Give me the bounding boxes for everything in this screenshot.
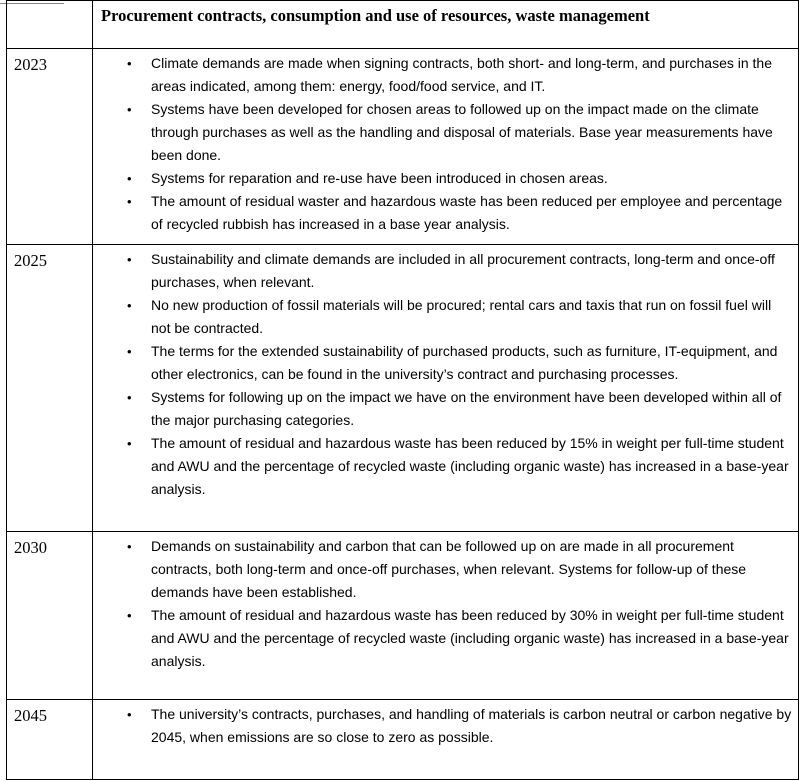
- table-row-2023: [7, 49, 799, 245]
- header-empty-cell: [7, 1, 93, 49]
- list-item: • Systems for following up on the impact we have on the environment have been developed within all of the major purchasing categories.: [151, 386, 792, 432]
- table-row-2045: [7, 700, 799, 780]
- bullet-icon: •: [127, 194, 132, 209]
- year-cell: 2030: [7, 532, 93, 700]
- bullet-icon: •: [127, 390, 132, 405]
- bullet-list: [93, 532, 798, 677]
- goals-table: [6, 0, 799, 780]
- bullet-list: [93, 49, 798, 240]
- year-cell: 2045: [7, 700, 93, 780]
- bullets-cell: [93, 700, 799, 780]
- bullets-cell: [93, 49, 799, 245]
- list-item: • No new production of fossil materials will be procured; rental cars and taxis that run on fossil fuel will not be contracted.: [151, 294, 792, 340]
- list-item: • The terms for the extended sustainability of purchased products, such as furniture, IT-equipment, and other electronics, can be found in the university’s contract and purchasing processes.: [151, 340, 792, 386]
- year-cell: 2023: [7, 49, 93, 245]
- table-header-row: [7, 1, 799, 49]
- list-item: • Demands on sustainability and carbon that can be followed up on are made in all procurement contracts, both long-term and once-off purchases, when relevant. Systems for follow-up of these demands have been established.: [151, 535, 792, 604]
- table-title: Procurement contracts, consumption and use of resources, waste management: [93, 1, 799, 49]
- list-item: • Climate demands are made when signing contracts, both short- and long-term, and purchases in the areas indicated, among them: energy, food/food service, and IT.: [151, 52, 792, 98]
- bullet-icon: •: [127, 252, 132, 267]
- bullet-icon: •: [127, 56, 132, 71]
- list-item: • Sustainability and climate demands are included in all procurement contracts, long-term and once-off purchases, when relevant.: [151, 248, 792, 294]
- list-item: • The amount of residual and hazardous waste has been reduced by 15% in weight per full-time student and AWU and the percentage of recycled waste (including organic waste) has increased in a base-year analysis.: [151, 432, 792, 501]
- bullet-icon: •: [127, 102, 132, 117]
- bullet-icon: •: [127, 539, 132, 554]
- list-item: • The university’s contracts, purchases, and handling of materials is carbon neutral or carbon negative by 2045, when emissions are so close to zero as possible.: [151, 703, 792, 749]
- bullet-icon: •: [127, 344, 132, 359]
- list-item: • Systems have been developed for chosen areas to followed up on the impact made on the climate through purchases as well as the handling and disposal of materials. Base year measurements have been done.: [151, 98, 792, 167]
- bullet-icon: •: [127, 608, 132, 623]
- bullet-list: [93, 700, 798, 753]
- list-item: • Systems for reparation and re-use have been introduced in chosen areas.: [151, 167, 792, 190]
- year-cell: 2025: [7, 245, 93, 532]
- bullet-list: [93, 245, 798, 505]
- table-row-2030: [7, 532, 799, 700]
- list-item: • The amount of residual waster and hazardous waste has been reduced per employee and percentage of recycled rubbish has increased in a base year analysis.: [151, 190, 792, 236]
- bullet-icon: •: [127, 436, 132, 451]
- bullets-cell: [93, 245, 799, 532]
- bullet-icon: •: [127, 171, 132, 186]
- bullet-icon: •: [127, 707, 132, 722]
- table-row-2025: [7, 245, 799, 532]
- bullet-icon: •: [127, 298, 132, 313]
- list-item: • The amount of residual and hazardous waste has been reduced by 30% in weight per full-time student and AWU and the percentage of recycled waste (including organic waste) has increased in a base-year analysis.: [151, 604, 792, 673]
- bullets-cell: [93, 532, 799, 700]
